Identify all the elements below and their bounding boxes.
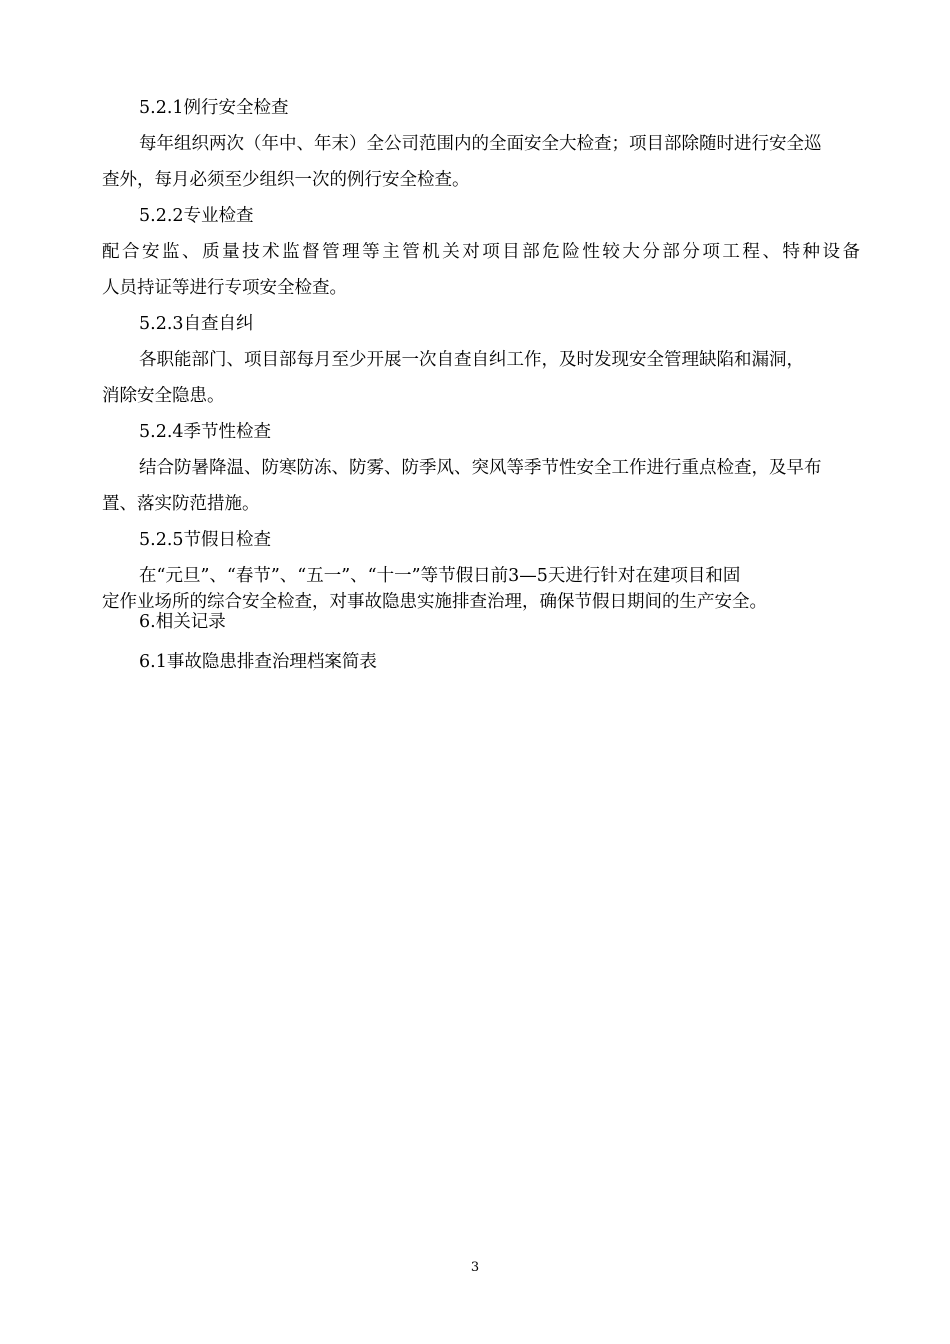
heading-5-2-5: 5.2.5节假日检查	[139, 530, 272, 550]
paragraph-line: 每年组织两次（年中、年末）全公司范围内的全面安全大检查；项目部除随时进行安全巡	[139, 134, 822, 154]
paragraph-line: 查外，每月必须至少组织一次的例行安全检查。	[102, 170, 470, 190]
heading-6-1: 6.1事故隐患排查治理档案简表	[139, 652, 377, 672]
paragraph-line: 人员持证等进行专项安全检查。	[102, 278, 347, 298]
paragraph-line: 结合防暑降温、防寒防冻、防雾、防季风、突风等季节性安全工作进行重点检查，及早布	[139, 458, 822, 478]
paragraph-line: 置、落实防范措施。	[102, 494, 260, 514]
paragraph-line: 配合安监、质量技术监督管理等主管机关对项目部危险性较大分部分项工程、特种设备	[102, 242, 860, 262]
paragraph-line: 定作业场所的综合安全检查，对事故隐患实施排查治理，确保节假日期间的生产安全。	[102, 592, 767, 612]
paragraph-line: 各职能部门、项目部每月至少开展一次自查自纠工作，及时发现安全管理缺陷和漏洞，	[139, 350, 804, 370]
paragraph-line: 在“元旦”、“春节”、“五一”、“十一”等节假日前3—5天进行针对在建项目和固	[139, 566, 741, 586]
heading-5-2-4: 5.2.4季节性检查	[139, 422, 272, 442]
heading-5-2-1: 5.2.1例行安全检查	[139, 98, 289, 118]
heading-5-2-3: 5.2.3自查自纠	[139, 314, 254, 334]
page-number: 3	[470, 1260, 480, 1275]
heading-5-2-2: 5.2.2专业检查	[139, 206, 254, 226]
heading-6: 6.相关记录	[139, 612, 226, 632]
paragraph-line: 消除安全隐患。	[102, 386, 225, 406]
